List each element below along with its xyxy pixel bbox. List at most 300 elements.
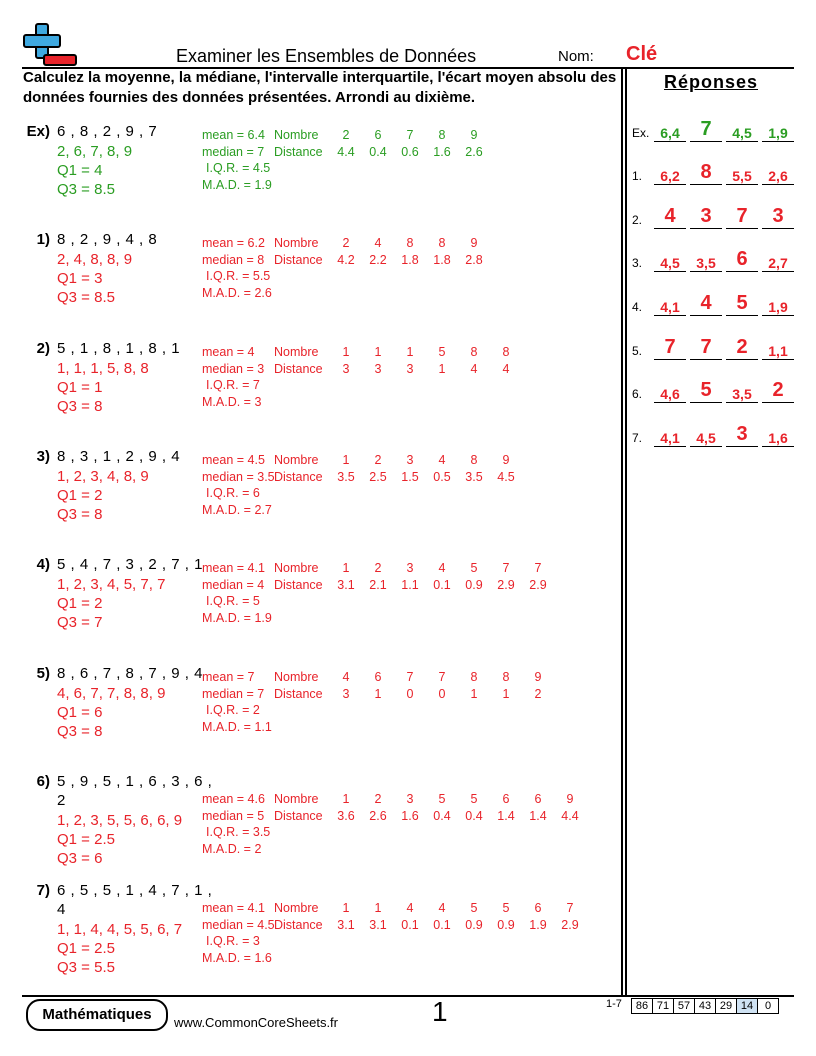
problem-number: 4) — [36, 556, 50, 573]
distance-value: 3.1 — [337, 917, 355, 932]
nombre-value: 7 — [534, 561, 542, 575]
distance-value: 3 — [374, 361, 382, 376]
answer-label: 1. — [632, 169, 643, 183]
mean-value: mean = 4.5 — [202, 453, 265, 467]
solution-block — [57, 142, 132, 199]
nombre-value: 8 — [470, 345, 478, 359]
median-value: median = 7 — [202, 144, 265, 159]
q3-value: Q3 = 8.5 — [57, 289, 115, 306]
distance-values — [330, 469, 522, 486]
nombre-label: Nombre — [274, 670, 319, 684]
median-row — [202, 361, 522, 378]
distance-value: 1.8 — [401, 252, 419, 267]
distance-value: 1.1 — [401, 577, 419, 592]
nombre-value: 6 — [534, 901, 542, 915]
nombre-value: 5 — [438, 792, 446, 806]
subject-badge: Mathématiques — [26, 999, 168, 1031]
mad-value: M.A.D. = 2.6 — [202, 285, 272, 300]
score-cell: 29 — [715, 998, 737, 1014]
distance-value: 0.4 — [465, 808, 483, 823]
answer-blank[interactable]: 1,9 — [762, 125, 794, 142]
nombre-label: Nombre — [274, 792, 319, 806]
problem-item — [22, 448, 622, 558]
mad-value: M.A.D. = 2.7 — [202, 502, 272, 517]
nombre-label: Nombre — [274, 345, 319, 359]
answer-blank[interactable]: 2,7 — [762, 255, 794, 272]
distance-value: 2.2 — [369, 252, 387, 267]
q3-value: Q3 = 7 — [57, 614, 103, 631]
mean-row — [202, 560, 554, 577]
problem-item — [22, 882, 622, 992]
answer-blank[interactable]: 4,5 — [654, 255, 686, 272]
distance-value: 2.6 — [369, 808, 387, 823]
answer-blank[interactable]: 3,5 — [690, 255, 722, 272]
distance-value: 4.2 — [337, 252, 355, 267]
nombre-value: 1 — [374, 901, 382, 915]
nombre-values — [330, 791, 586, 808]
work-block — [202, 235, 490, 301]
data-set: 5 , 4 , 7 , 3 , 2 , 7 , 1 — [57, 556, 203, 573]
nombre-value: 1 — [342, 792, 350, 806]
distance-value: 4.5 — [497, 469, 515, 484]
q1-value: Q1 = 2.5 — [57, 940, 115, 957]
distance-value: 0 — [438, 686, 446, 701]
nombre-value: 8 — [502, 670, 510, 684]
nombre-value: 9 — [534, 670, 542, 684]
distance-label: Distance — [274, 686, 323, 701]
nombre-value: 8 — [438, 128, 446, 142]
q1-value: Q1 = 4 — [57, 162, 103, 179]
distance-value: 3 — [406, 361, 414, 376]
nombre-label: Nombre — [274, 453, 319, 467]
distance-value: 1.5 — [401, 469, 419, 484]
distance-label: Distance — [274, 361, 323, 376]
answer-blank[interactable]: 2 — [726, 336, 758, 360]
median-row — [202, 144, 490, 161]
answer-blank[interactable]: 4,5 — [726, 125, 758, 142]
distance-value: 2.9 — [561, 917, 579, 932]
median-row — [202, 686, 554, 703]
answer-label: 4. — [632, 300, 643, 314]
distance-label: Distance — [274, 808, 323, 823]
iqr-value: I.Q.R. = 2 — [206, 703, 260, 717]
problem-item — [22, 340, 622, 450]
problem-item — [22, 231, 622, 341]
sorted-data: 1, 1, 1, 5, 8, 8 — [57, 360, 149, 377]
answer-label: 6. — [632, 387, 643, 401]
answer-row-example — [632, 110, 798, 146]
answer-blank[interactable]: 4,1 — [654, 430, 686, 447]
nombre-value: 1 — [342, 453, 350, 467]
nombre-value: 8 — [502, 345, 510, 359]
median-value: median = 5 — [202, 808, 265, 823]
distance-value: 2 — [534, 686, 542, 701]
nombre-value: 4 — [374, 236, 382, 250]
answer-key-label: Clé — [626, 43, 658, 65]
distance-value: 1 — [470, 686, 478, 701]
problem-item — [22, 665, 622, 775]
distance-value: 2.6 — [465, 144, 483, 159]
name-label: Nom: — [558, 48, 594, 65]
mean-row — [202, 791, 586, 808]
score-cell: 0 — [757, 998, 779, 1014]
answer-label: 2. — [632, 213, 643, 227]
mad-value: M.A.D. = 1.9 — [202, 177, 272, 192]
answer-label: 7. — [632, 431, 643, 445]
nombre-value: 3 — [406, 792, 414, 806]
distance-value: 0.9 — [497, 917, 515, 932]
mad-value: M.A.D. = 2 — [202, 841, 262, 856]
nombre-value: 4 — [406, 901, 414, 915]
median-value: median = 3 — [202, 361, 265, 376]
distance-value: 0.1 — [433, 917, 451, 932]
nombre-value: 4 — [438, 453, 446, 467]
mean-row — [202, 669, 554, 686]
distance-value: 1 — [502, 686, 510, 701]
nombre-value: 1 — [374, 345, 382, 359]
distance-values — [330, 252, 490, 269]
answer-blank[interactable]: 2,6 — [762, 168, 794, 185]
nombre-values — [330, 452, 522, 469]
distance-value: 1 — [438, 361, 446, 376]
mean-value: mean = 4.1 — [202, 561, 265, 575]
score-cell: 86 — [631, 998, 653, 1014]
score-cell: 71 — [652, 998, 674, 1014]
answer-blank[interactable]: 5,5 — [726, 168, 758, 185]
distance-value: 1 — [374, 686, 382, 701]
mean-row — [202, 127, 490, 144]
nombre-values — [330, 560, 554, 577]
website-link[interactable]: www.CommonCoreSheets.fr — [174, 1015, 338, 1030]
answer-blank[interactable]: 7 — [690, 336, 722, 360]
nombre-value: 1 — [342, 345, 350, 359]
iqr-value: I.Q.R. = 5.5 — [206, 269, 271, 283]
distance-value: 3.6 — [337, 808, 355, 823]
problem-number: 5) — [36, 665, 50, 682]
answer-label: 5. — [632, 344, 643, 358]
distance-value: 0.5 — [433, 469, 451, 484]
problem-number: 2) — [36, 340, 50, 357]
work-block — [202, 791, 586, 857]
distance-value: 0.4 — [369, 144, 387, 159]
mad-value: M.A.D. = 1.9 — [202, 610, 272, 625]
solution-block — [57, 811, 182, 868]
answer-label: 3. — [632, 256, 643, 270]
distance-label: Distance — [274, 144, 323, 159]
answer-row — [632, 415, 798, 451]
distance-values — [330, 361, 522, 378]
distance-value: 0.1 — [401, 917, 419, 932]
sorted-data: 1, 1, 4, 4, 5, 5, 6, 7 — [57, 921, 183, 938]
answer-row — [632, 284, 798, 320]
q3-value: Q3 = 8.5 — [57, 181, 115, 198]
nombre-label: Nombre — [274, 128, 319, 142]
mad-value: M.A.D. = 3 — [202, 394, 262, 409]
nombre-value: 2 — [374, 561, 382, 575]
nombre-value: 4 — [342, 670, 350, 684]
nombre-value: 8 — [406, 236, 414, 250]
median-value: median = 4.5 — [202, 917, 275, 932]
nombre-values — [330, 344, 522, 361]
iqr-value: I.Q.R. = 5 — [206, 594, 260, 608]
mean-row — [202, 452, 522, 469]
answer-blank[interactable]: 7 — [726, 205, 758, 229]
solution-block — [57, 359, 149, 416]
mean-row — [202, 344, 522, 361]
sorted-data: 2, 6, 7, 8, 9 — [57, 143, 133, 160]
nombre-value: 5 — [470, 901, 478, 915]
mad-value: M.A.D. = 1.6 — [202, 950, 272, 965]
answer-blank[interactable]: 4,5 — [690, 430, 722, 447]
median-row — [202, 808, 586, 825]
distance-value: 3 — [342, 686, 350, 701]
distance-value: 0.9 — [465, 917, 483, 932]
data-set: 8 , 3 , 1 , 2 , 9 , 4 — [57, 448, 181, 465]
solution-block — [57, 920, 182, 977]
sorted-data: 2, 4, 8, 8, 9 — [57, 251, 133, 268]
problem-number: 3) — [36, 448, 50, 465]
answer-blank[interactable]: 1,9 — [762, 299, 794, 316]
answer-blank[interactable]: 3,5 — [726, 386, 758, 403]
q3-value: Q3 = 6 — [57, 850, 103, 867]
distance-value: 2.9 — [529, 577, 547, 592]
distance-values — [330, 144, 490, 161]
plus-minus-logo-icon — [22, 22, 78, 68]
answer-blank[interactable]: 7 — [690, 118, 722, 142]
column-divider — [625, 68, 627, 996]
distance-values — [330, 686, 554, 703]
data-set: 8 , 6 , 7 , 8 , 7 , 9 , 4 — [57, 665, 203, 682]
distance-value: 1.4 — [497, 808, 515, 823]
nombre-label: Nombre — [274, 901, 319, 915]
distance-value: 3.5 — [337, 469, 355, 484]
nombre-value: 1 — [406, 345, 414, 359]
mean-row — [202, 900, 586, 917]
solution-block — [57, 575, 165, 632]
answer-blank[interactable]: 5 — [690, 379, 722, 403]
mean-value: mean = 4.6 — [202, 792, 265, 806]
nombre-value: 3 — [406, 561, 414, 575]
answer-row — [632, 371, 798, 407]
data-set: 5 , 1 , 8 , 1 , 8 , 1 — [57, 340, 181, 357]
distance-values — [330, 917, 586, 934]
mean-value: mean = 6.2 — [202, 236, 265, 250]
median-row — [202, 577, 554, 594]
distance-label: Distance — [274, 469, 323, 484]
answer-blank[interactable]: 8 — [690, 161, 722, 185]
nombre-value: 1 — [342, 561, 350, 575]
iqr-value: I.Q.R. = 3.5 — [206, 825, 271, 839]
answer-blank[interactable]: 4,1 — [654, 299, 686, 316]
distance-value: 2.1 — [369, 577, 387, 592]
sorted-data: 4, 6, 7, 7, 8, 8, 9 — [57, 685, 166, 702]
answer-blank[interactable]: 5 — [726, 292, 758, 316]
worksheet-title: Examiner les Ensembles de Données — [176, 46, 477, 66]
distance-label: Distance — [274, 917, 323, 932]
nombre-value: 2 — [342, 236, 350, 250]
nombre-value: 2 — [342, 128, 350, 142]
nombre-value: 7 — [406, 670, 414, 684]
answer-blank[interactable]: 2 — [762, 379, 794, 403]
nombre-value: 4 — [438, 561, 446, 575]
mean-value: mean = 6.4 — [202, 128, 265, 142]
median-value: median = 4 — [202, 577, 265, 592]
answer-blank[interactable]: 7 — [654, 336, 686, 360]
distance-value: 4 — [502, 361, 510, 376]
nombre-value: 8 — [470, 453, 478, 467]
distance-value: 2.8 — [465, 252, 483, 267]
nombre-value: 6 — [534, 792, 542, 806]
distance-value: 4 — [470, 361, 478, 376]
median-value: median = 7 — [202, 686, 265, 701]
iqr-value: I.Q.R. = 3 — [206, 934, 260, 948]
q1-value: Q1 = 3 — [57, 270, 103, 287]
nombre-value: 5 — [502, 901, 510, 915]
q1-value: Q1 = 2 — [57, 487, 103, 504]
distance-value: 1.8 — [433, 252, 451, 267]
q3-value: Q3 = 8 — [57, 398, 103, 415]
distance-label: Distance — [274, 577, 323, 592]
nombre-label: Nombre — [274, 561, 319, 575]
mean-value: mean = 7 — [202, 670, 255, 684]
nombre-label: Nombre — [274, 236, 319, 250]
nombre-values — [330, 235, 490, 252]
score-cell: 57 — [673, 998, 695, 1014]
distance-value: 4.4 — [337, 144, 355, 159]
q3-value: Q3 = 8 — [57, 723, 103, 740]
nombre-value: 6 — [502, 792, 510, 806]
nombre-value: 4 — [438, 901, 446, 915]
nombre-value: 6 — [374, 128, 382, 142]
answer-row — [632, 328, 798, 364]
nombre-value: 5 — [470, 792, 478, 806]
distance-value: 0 — [406, 686, 414, 701]
distance-values — [330, 577, 554, 594]
data-set: 6 , 5 , 5 , 1 , 4 , 7 , 1 , — [57, 882, 213, 899]
example-problem — [22, 123, 622, 233]
data-set: 6 , 8 , 2 , 9 , 7 — [57, 123, 158, 140]
distance-value: 1.9 — [529, 917, 547, 932]
q3-value: Q3 = 5.5 — [57, 959, 115, 976]
answer-row — [632, 197, 798, 233]
score-table — [632, 998, 779, 1014]
score-cell: 43 — [694, 998, 716, 1014]
answer-blank[interactable]: 6,4 — [654, 125, 686, 142]
answer-blank[interactable]: 4 — [654, 205, 686, 229]
answer-blank[interactable]: 1,6 — [762, 430, 794, 447]
problem-number: 6) — [36, 773, 50, 790]
nombre-value: 2 — [374, 453, 382, 467]
answer-blank[interactable]: 3 — [762, 205, 794, 229]
distance-value: 0.6 — [401, 144, 419, 159]
page-number: 1 — [432, 996, 448, 1027]
answer-blank[interactable]: 4 — [690, 292, 722, 316]
nombre-value: 9 — [470, 128, 478, 142]
q1-value: Q1 = 2 — [57, 595, 103, 612]
answer-blank[interactable]: 6,2 — [654, 168, 686, 185]
work-block — [202, 669, 554, 735]
nombre-value: 7 — [406, 128, 414, 142]
distance-value: 4.4 — [561, 808, 579, 823]
nombre-value: 7 — [566, 901, 574, 915]
solution-block — [57, 467, 149, 524]
iqr-value: I.Q.R. = 7 — [206, 378, 260, 392]
mean-row — [202, 235, 490, 252]
nombre-value: 9 — [470, 236, 478, 250]
data-set: 8 , 2 , 9 , 4 , 8 — [57, 231, 158, 248]
mad-value: M.A.D. = 1.1 — [202, 719, 272, 734]
distance-value: 3.1 — [369, 917, 387, 932]
mean-value: mean = 4 — [202, 345, 255, 359]
distance-value: 3.1 — [337, 577, 355, 592]
distance-value: 1.6 — [401, 808, 419, 823]
answer-blank[interactable]: 3 — [726, 423, 758, 447]
median-row — [202, 469, 522, 486]
nombre-value: 5 — [470, 561, 478, 575]
distance-value: 0.9 — [465, 577, 483, 592]
distance-value: 3.5 — [465, 469, 483, 484]
nombre-value: 5 — [438, 345, 446, 359]
data-set: 5 , 9 , 5 , 1 , 6 , 3 , 6 , — [57, 773, 213, 790]
problem-number: Ex) — [26, 123, 50, 140]
data-set-continued: 4 — [57, 901, 66, 918]
nombre-value: 6 — [374, 670, 382, 684]
nombre-value: 8 — [470, 670, 478, 684]
nombre-value: 2 — [374, 792, 382, 806]
nombre-value: 1 — [342, 901, 350, 915]
answer-blank[interactable]: 6 — [726, 248, 758, 272]
problem-number: 1) — [36, 231, 50, 248]
answer-blank[interactable]: 4,6 — [654, 386, 686, 403]
distance-value: 3 — [342, 361, 350, 376]
work-block — [202, 900, 586, 966]
score-range-label: 1-7 — [606, 998, 622, 1010]
solution-block — [57, 684, 165, 741]
answer-row — [632, 153, 798, 189]
q1-value: Q1 = 2.5 — [57, 831, 115, 848]
distance-value: 1.4 — [529, 808, 547, 823]
iqr-value: I.Q.R. = 6 — [206, 486, 260, 500]
data-set-continued: 2 — [57, 792, 66, 809]
work-block — [202, 560, 554, 626]
problem-item — [22, 556, 622, 666]
nombre-values — [330, 127, 490, 144]
nombre-value: 7 — [502, 561, 510, 575]
nombre-value: 9 — [566, 792, 574, 806]
nombre-value: 8 — [438, 236, 446, 250]
q3-value: Q3 = 8 — [57, 506, 103, 523]
nombre-values — [330, 900, 586, 917]
median-row — [202, 252, 490, 269]
answer-blank[interactable]: 1,1 — [762, 343, 794, 360]
q1-value: Q1 = 1 — [57, 379, 103, 396]
problem-number: 7) — [36, 882, 50, 899]
distance-value: 1.6 — [433, 144, 451, 159]
nombre-value: 7 — [438, 670, 446, 684]
answer-row — [632, 240, 798, 276]
answer-blank[interactable]: 3 — [690, 205, 722, 229]
iqr-value: I.Q.R. = 4.5 — [206, 161, 271, 175]
work-block — [202, 127, 490, 193]
answers-title: Réponses — [663, 72, 759, 92]
sorted-data: 1, 2, 3, 5, 5, 6, 6, 9 — [57, 812, 183, 829]
distance-value: 0.1 — [433, 577, 451, 592]
work-block — [202, 344, 522, 410]
score-cell: 14 — [736, 998, 758, 1014]
sorted-data: 1, 2, 3, 4, 5, 7, 7 — [57, 576, 166, 593]
answer-label: Ex. — [632, 126, 650, 140]
nombre-values — [330, 669, 554, 686]
